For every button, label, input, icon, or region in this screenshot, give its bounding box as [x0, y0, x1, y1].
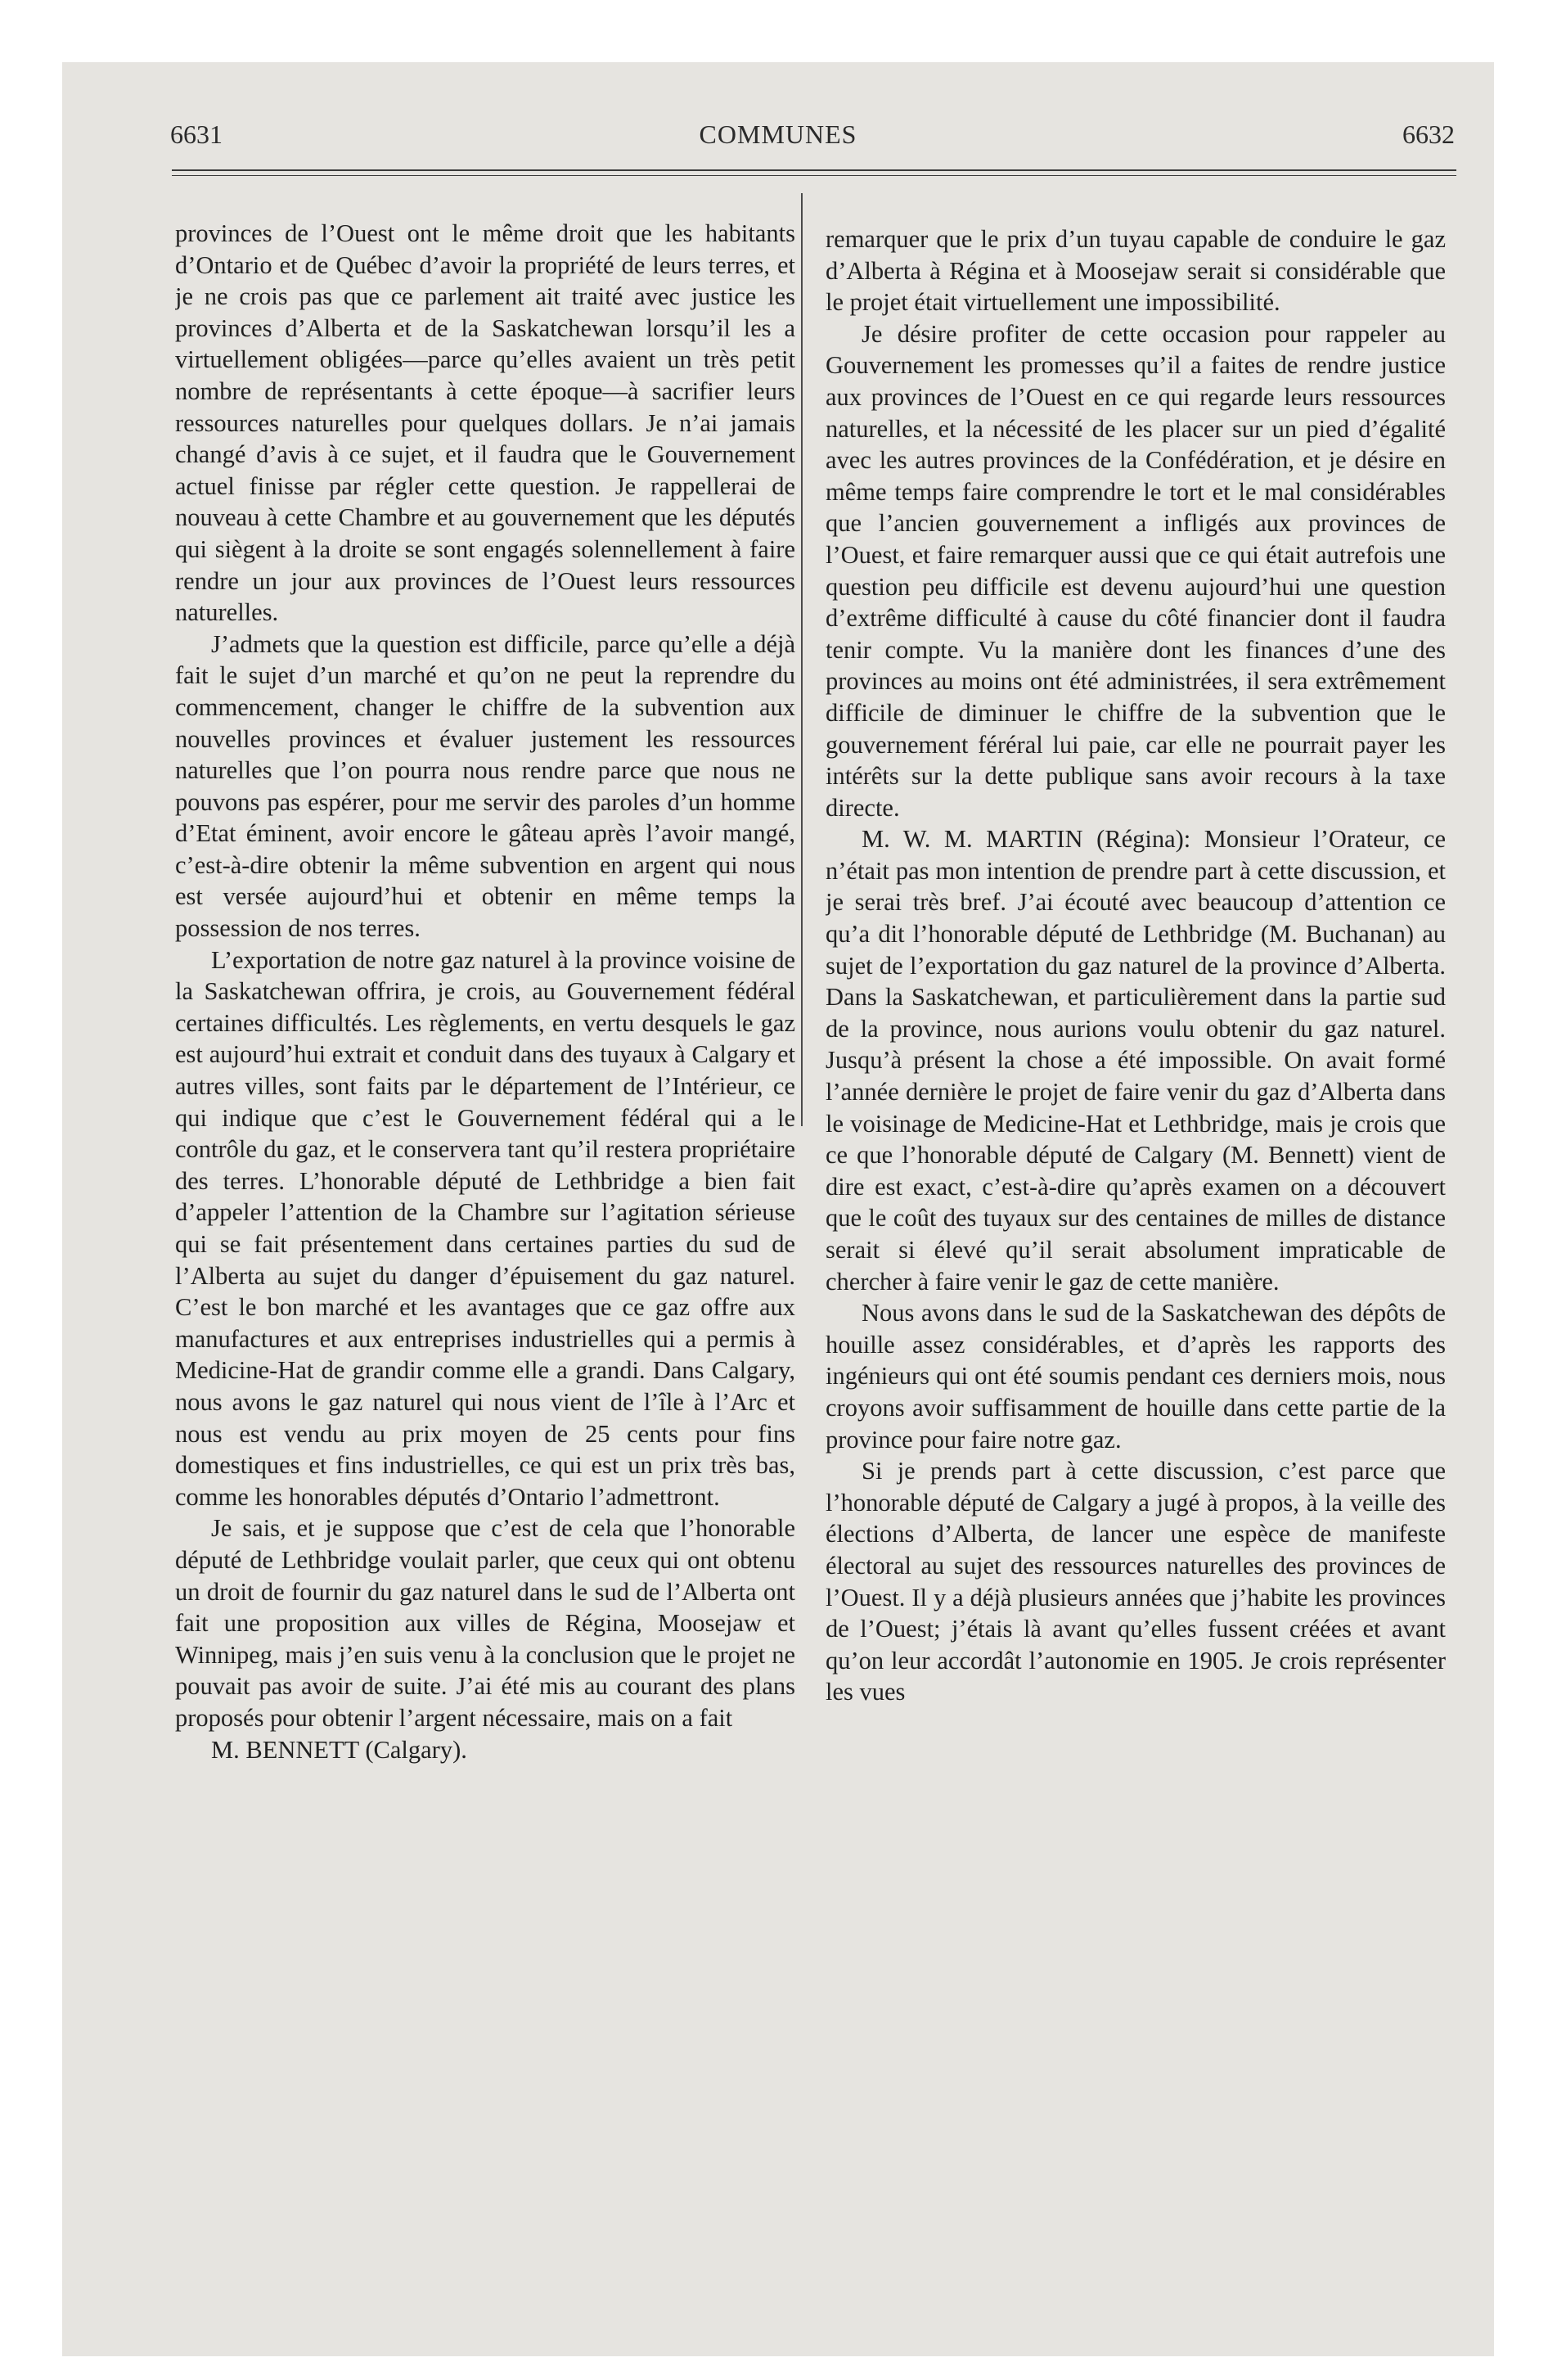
paragraph: Je sais, et je suppose que c’est de cela que l’honorable député de Lethbridge voulait parler, que ceux qui ont obtenu un droit de fournir du gaz naturel dans le sud de l’Alberta ont fait une proposition aux villes de Régina, Moosejaw et Winnipeg, mais j’en suis venu à la conclusion que le projet ne pouvait pas avoir de suite. J’ai été mis au courant des plans proposés pour obtenir l’argent nécessaire, mais on a fait	[175, 1514, 795, 1732]
paragraph: M. W. M. MARTIN (Régina): Monsieur l’Orateur, ce n’était pas mon intention de prendre part à cette discussion, et je serai très bref. J’ai écouté avec beaucoup d’attention ce qu’a dit l’honorable député de Lethbridge (M. Buchanan) au sujet de l’exportation du gaz naturel de la province d’Alberta. Dans la Saskatchewan, et particulièrement dans la partie sud de la province, nous aurions voulu obtenir du gaz naturel. Jusqu’à présent la chose a été impossible. On avait formé l’année dernière le projet de faire venir du gaz d’Alberta dans le voisinage de Medicine-Hat et Lethbridge, mais je crois que ce que l’honorable député de Calgary (M. Bennett) vient de dire est exact, c’est-à-dire qu’après examen on a découvert que le coût des tuyaux sur des centaines de milles de distance serait si élevé qu’il serait absolument impraticable de chercher à faire venir le gaz de cette manière.	[826, 825, 1446, 1296]
paragraph: remarquer que le prix d’un tuyau capable de conduire le gaz d’Alberta à Régina et à Moosejaw serait si considérable que le projet était virtuellement une impossibilité.	[826, 225, 1446, 317]
paragraph: J’admets que la question est difficile, parce qu’elle a déjà fait le sujet d’un marché et qu’on ne peut la reprendre du commencement, changer le chiffre de la subvention aux nouvelles provinces et évaluer justement les ressources naturelles que l’on pourra nous rendre parce que nous ne pouvons pas espérer, pour me servir des paroles d’un homme d’Etat éminent, avoir encore le gâteau après l’avoir mangé, c’est-à-dire obtenir la même subvention en argent qui nous est versée aujourd’hui et obtenir en même temps la possession de nos terres.	[175, 629, 795, 943]
right-column	[826, 223, 1446, 2286]
page-number-left: 6631	[170, 119, 223, 149]
page-number-right: 6632	[1402, 119, 1455, 149]
header-rule	[172, 169, 1456, 171]
header-rule-thin	[172, 175, 1456, 176]
scanned-page	[62, 62, 1494, 2356]
paragraph: Nous avons dans le sud de la Saskatchewan des dépôts de houille assez considérables, et d’après les rapports des ingénieurs qui ont été soumis pendant ces derniers mois, nous croyons avoir suffisamment de houille dans cette partie de la province pour faire notre gaz.	[826, 1299, 1446, 1454]
paragraph: provinces de l’Ouest ont le même droit que les habitants d’Ontario et de Québec d’avoir la propriété de leurs terres, et je ne crois pas que ce parlement ait traité avec justice les provinces d’Alberta et de la Saskatchewan lorsqu’il les a virtuellement obligées—parce qu’elles avaient un très petit nombre de représentants à cette époque—à sacrifier leurs ressources naturelles pour quelques dollars. Je n’ai jamais changé d’avis à ce sujet, et il faudra que le Gouvernement actuel finisse par régler cette question. Je rappellerai de nouveau à cette Chambre et au gouvernement que les députés qui siègent à la droite se sont engagés solennellement à faire rendre un jour aux provinces de l’Ouest leurs ressources naturelles.	[175, 219, 795, 627]
paragraph: L’exportation de notre gaz naturel à la province voisine de la Saskatchewan offrira, je crois, au Gouvernement fédéral certaines difficultés. Les règlements, en vertu desquels le gaz est aujourd’hui extrait et conduit dans des tuyaux à Calgary et autres villes, sont faits par le département de l’Intérieur, ce qui indique que c’est le Gouvernement fédéral qui a le contrôle du gaz, et le conservera tant qu’il restera propriétaire des terres. L’honorable député de Lethbridge a bien fait d’appeler l’attention de la Chambre sur l’agitation sérieuse qui se fait présentement dans certaines parties du sud de l’Alberta au sujet du danger d’épuisement du gaz naturel. C’est le bon marché et les avantages que ce gaz offre aux manufactures et aux entreprises industrielles qui a permis à Medicine-Hat de grandir comme elle a grandi. Dans Calgary, nous avons le gaz naturel qui nous vient de l’île à l’Arc et nous est vendu au prix moyen de 25 cents pour fins domestiques et fins industrielles, ce qui est un prix très bas, comme les honorables députés d’Ontario l’admettront.	[175, 945, 795, 1511]
left-column	[175, 218, 795, 2280]
paragraph: Je désire profiter de cette occasion pour rappeler au Gouvernement les promesses qu’il a faites de rendre justice aux provinces de l’Ouest en ce qui regarde leurs ressources naturelles, et la nécessité de les placer sur un pied d’égalité avec les autres provinces de la Confédération, et je désire en même temps faire comprendre le tort et le mal considérables que l’ancien gouvernement a infligés aux provinces de l’Ouest, et faire remarquer aussi que ce qui était autrefois une question peu difficile est devenu aujourd’hui une question d’extrême difficulté à cause du côté financier dont il faudra tenir compte. Vu la manière dont les finances d’une des provinces au moins ont été administrées, il sera extrêmement difficile de diminuer le chiffre de la subvention que le gouvernement féréral lui paie, car elle ne pourrait payer les intérêts sur la dette publique sans avoir recours à la taxe directe.	[826, 319, 1446, 822]
column-divider	[801, 193, 803, 1126]
paragraph: Si je prends part à cette discussion, c’est parce que l’honorable député de Calgary a jugé à propos, à la veille des élections d’Alberta, de lancer une espèce de manifeste électoral au sujet des ressources naturelles des provinces de l’Ouest. Il y a déjà plusieurs années que j’habite les provinces de l’Ouest; j’étais là avant qu’elles fussent créées et avant qu’on leur accordât l’autonomie en 1905. Je crois représenter les vues	[826, 1457, 1446, 1706]
running-title: COMMUNES	[699, 119, 857, 149]
page-header	[62, 119, 1494, 156]
speaker-footer: M. BENNETT (Calgary).	[211, 1735, 467, 1764]
